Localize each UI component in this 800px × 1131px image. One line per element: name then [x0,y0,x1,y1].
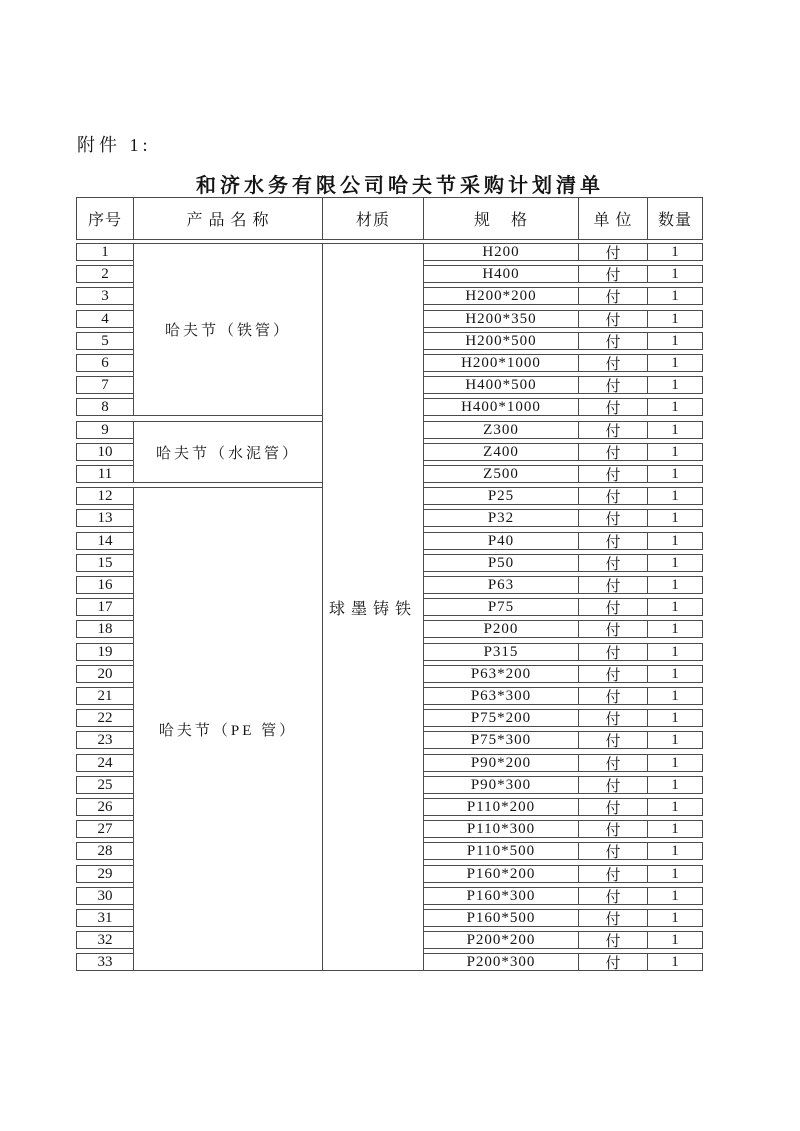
row-number-cell: 13 [76,509,134,527]
spec-cell: P200*300 [423,953,579,971]
qty-cell: 1 [647,865,703,883]
procurement-table [76,197,704,977]
unit-cell: 付 [578,798,648,816]
unit-cell: 付 [578,465,648,483]
row-number-cell: 18 [76,620,134,638]
qty-cell: 1 [647,376,703,394]
product-group-cell: 哈夫节（铁管） [133,243,323,416]
row-number-cell: 6 [76,354,134,372]
qty-cell: 1 [647,354,703,372]
row-number-cell: 30 [76,887,134,905]
spec-cell: P90*200 [423,754,579,772]
row-number-cell: 15 [76,554,134,572]
unit-cell: 付 [578,598,648,616]
unit-cell: 付 [578,332,648,350]
unit-cell: 付 [578,487,648,505]
unit-cell: 付 [578,554,648,572]
row-number-cell: 21 [76,687,134,705]
material-cell: 球墨铸铁 [322,243,424,971]
qty-cell: 1 [647,287,703,305]
unit-cell: 付 [578,754,648,772]
spec-cell: P25 [423,487,579,505]
header-cell-qty: 数量 [647,197,703,240]
row-number-cell: 16 [76,576,134,594]
qty-cell: 1 [647,953,703,971]
qty-cell: 1 [647,887,703,905]
header-cell-unit: 单 位 [578,197,648,240]
qty-cell: 1 [647,598,703,616]
unit-cell: 付 [578,576,648,594]
spec-cell: P160*200 [423,865,579,883]
qty-cell: 1 [647,487,703,505]
row-number-cell: 7 [76,376,134,394]
qty-cell: 1 [647,443,703,461]
qty-cell: 1 [647,398,703,416]
spec-cell: P160*300 [423,887,579,905]
spec-cell: Z500 [423,465,579,483]
spec-cell: H200*1000 [423,354,579,372]
attachment-label: 附件 1: [77,135,152,155]
row-number-cell: 9 [76,421,134,439]
header-cell-material: 材质 [322,197,424,240]
row-number-cell: 29 [76,865,134,883]
qty-cell: 1 [647,421,703,439]
unit-cell: 付 [578,620,648,638]
unit-cell: 付 [578,310,648,328]
spec-cell: P63 [423,576,579,594]
row-number-cell: 19 [76,643,134,661]
spec-cell: H200*350 [423,310,579,328]
product-group-cell: 哈夫节（PE 管） [133,487,323,971]
qty-cell: 1 [647,465,703,483]
qty-cell: 1 [647,709,703,727]
spec-cell: H400*500 [423,376,579,394]
unit-cell: 付 [578,421,648,439]
row-number-cell: 4 [76,310,134,328]
spec-cell: P75*200 [423,709,579,727]
spec-cell: P63*300 [423,687,579,705]
unit-cell: 付 [578,709,648,727]
row-number-cell: 23 [76,731,134,749]
qty-cell: 1 [647,643,703,661]
row-number-cell: 14 [76,532,134,550]
header-cell-product: 产 品 名 称 [133,197,323,240]
qty-cell: 1 [647,243,703,261]
spec-cell: P200*200 [423,931,579,949]
unit-cell: 付 [578,398,648,416]
spec-cell: P315 [423,643,579,661]
spec-cell: P110*300 [423,820,579,838]
spec-cell: P160*500 [423,909,579,927]
spec-cell: Z400 [423,443,579,461]
qty-cell: 1 [647,820,703,838]
qty-cell: 1 [647,687,703,705]
unit-cell: 付 [578,909,648,927]
spec-cell: P40 [423,532,579,550]
qty-cell: 1 [647,931,703,949]
unit-cell: 付 [578,687,648,705]
qty-cell: 1 [647,576,703,594]
unit-cell: 付 [578,376,648,394]
unit-cell: 付 [578,532,648,550]
row-number-cell: 33 [76,953,134,971]
unit-cell: 付 [578,509,648,527]
product-group-cell: 哈夫节（水泥管） [133,421,323,483]
qty-cell: 1 [647,842,703,860]
unit-cell: 付 [578,865,648,883]
spec-cell: P63*200 [423,665,579,683]
qty-cell: 1 [647,798,703,816]
spec-cell: H200*500 [423,332,579,350]
document-title: 和济水务有限公司哈夫节采购计划清单 [196,175,604,197]
spec-cell: P110*500 [423,842,579,860]
qty-cell: 1 [647,509,703,527]
row-number-cell: 27 [76,820,134,838]
row-number-cell: 3 [76,287,134,305]
unit-cell: 付 [578,665,648,683]
qty-cell: 1 [647,909,703,927]
unit-cell: 付 [578,842,648,860]
row-number-cell: 11 [76,465,134,483]
unit-cell: 付 [578,265,648,283]
unit-cell: 付 [578,443,648,461]
unit-cell: 付 [578,243,648,261]
spec-cell: P90*300 [423,776,579,794]
spec-cell: P110*200 [423,798,579,816]
spec-cell: P75 [423,598,579,616]
qty-cell: 1 [647,554,703,572]
spec-cell: Z300 [423,421,579,439]
qty-cell: 1 [647,731,703,749]
row-number-cell: 8 [76,398,134,416]
unit-cell: 付 [578,287,648,305]
row-number-cell: 28 [76,842,134,860]
row-number-cell: 2 [76,265,134,283]
spec-cell: P200 [423,620,579,638]
unit-cell: 付 [578,354,648,372]
row-number-cell: 26 [76,798,134,816]
qty-cell: 1 [647,754,703,772]
row-number-cell: 1 [76,243,134,261]
unit-cell: 付 [578,643,648,661]
spec-cell: H200*200 [423,287,579,305]
qty-cell: 1 [647,332,703,350]
row-number-cell: 12 [76,487,134,505]
unit-cell: 付 [578,820,648,838]
row-number-cell: 32 [76,931,134,949]
qty-cell: 1 [647,776,703,794]
header-cell-spec: 规 格 [423,197,579,240]
qty-cell: 1 [647,532,703,550]
row-number-cell: 25 [76,776,134,794]
row-number-cell: 10 [76,443,134,461]
qty-cell: 1 [647,620,703,638]
header-cell-no: 序号 [76,197,134,240]
qty-cell: 1 [647,310,703,328]
spec-cell: P50 [423,554,579,572]
qty-cell: 1 [647,665,703,683]
unit-cell: 付 [578,776,648,794]
spec-cell: H400*1000 [423,398,579,416]
unit-cell: 付 [578,931,648,949]
row-number-cell: 17 [76,598,134,616]
row-number-cell: 31 [76,909,134,927]
row-number-cell: 20 [76,665,134,683]
unit-cell: 付 [578,731,648,749]
spec-cell: P75*300 [423,731,579,749]
unit-cell: 付 [578,887,648,905]
unit-cell: 付 [578,953,648,971]
qty-cell: 1 [647,265,703,283]
spec-cell: H200 [423,243,579,261]
spec-cell: H400 [423,265,579,283]
row-number-cell: 24 [76,754,134,772]
spec-cell: P32 [423,509,579,527]
row-number-cell: 5 [76,332,134,350]
row-number-cell: 22 [76,709,134,727]
